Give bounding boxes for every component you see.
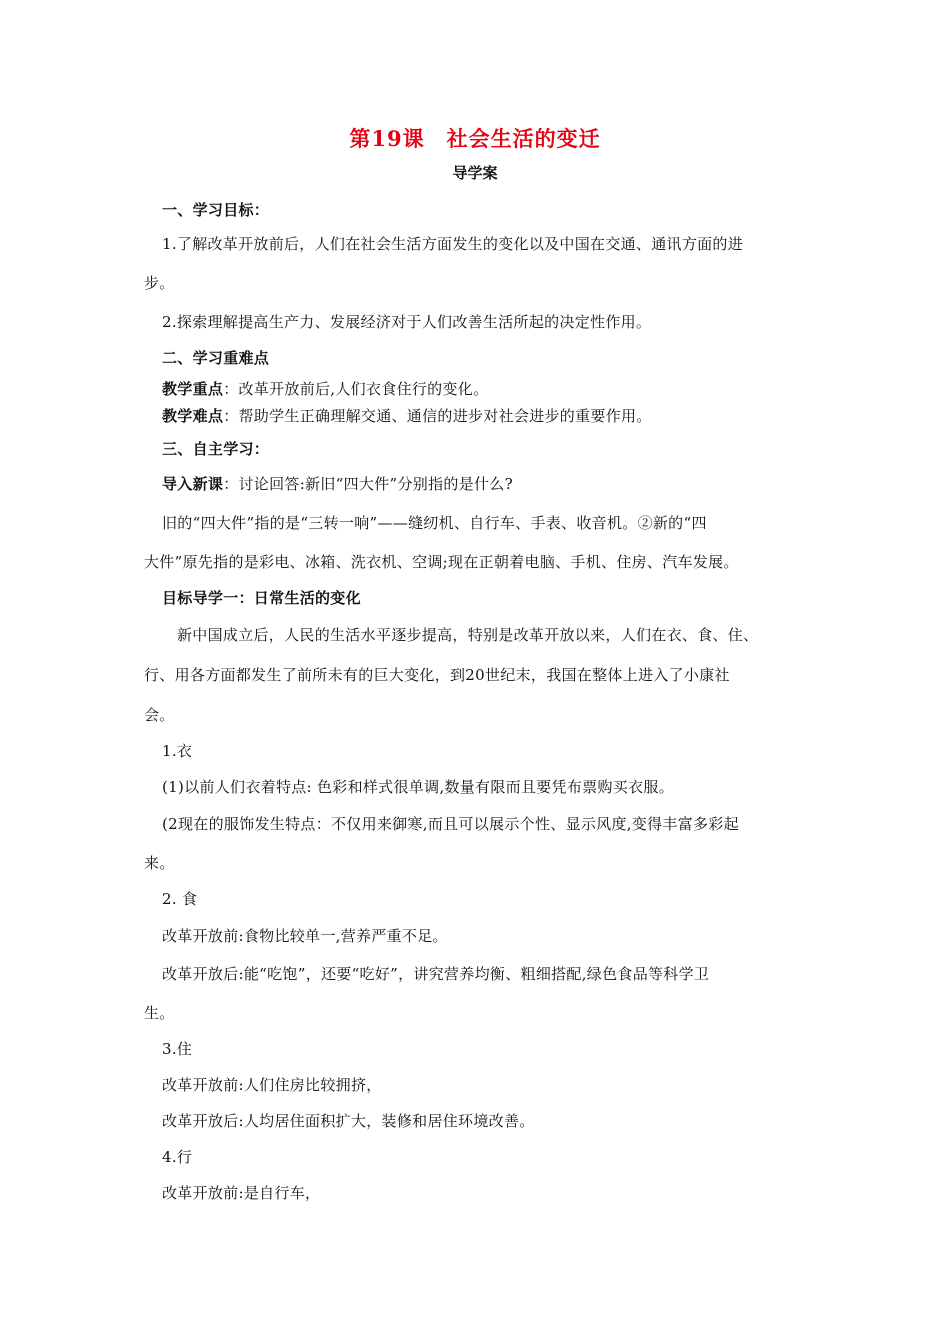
paragraph-intro-question [162, 473, 513, 494]
item-heading-food: 2. 食 [162, 890, 198, 908]
paragraph-daily-life: 新中国成立后，人民的生活水平逐步提高，特别是改革开放以来，人们在衣、食、住、 [177, 626, 759, 644]
goal-heading-daily-life: 目标导学一：日常生活的变化 [162, 589, 361, 607]
section-heading-objectives: 一、学习目标： [162, 201, 270, 219]
label-intro: 导入新课 [162, 475, 224, 493]
paragraph-clothing-now: (2现在的服饰发生特点：不仅用来御寒,而且可以展示个性、显示风度,变得丰富多彩起 [162, 815, 739, 833]
paragraph-food-after: 改革开放后:能“吃饱”，还要“吃好”，讲究营养均衡、粗细搭配,绿色食品等科学卫 [162, 965, 710, 983]
paragraph-objective-2: 2.探索理解提高生产力、发展经济对于人们改善生活所起的决定性作用。 [162, 313, 652, 331]
page-title: 第19课 社会生活的变迁 [349, 126, 601, 151]
section-heading-self-study: 三、自主学习： [162, 440, 270, 458]
paragraph-objective-1: 1.了解改革开放前后，人们在社会生活方面发生的变化以及中国在交通、通讯方面的进 [162, 235, 744, 253]
paragraph-daily-life-cont-2: 会。 [144, 706, 175, 724]
paragraph-food-after-cont: 生。 [144, 1004, 175, 1022]
paragraph-housing-after: 改革开放后:人均居住面积扩大，装修和居住环境改善。 [162, 1112, 535, 1130]
text-difficulty: ：帮助学生正确理解交通、通信的进步对社会进步的重要作用。 [223, 407, 652, 425]
paragraph-housing-before: 改革开放前:人们住房比较拥挤， [162, 1076, 382, 1094]
paragraph-food-before: 改革开放前:食物比较单一,营养严重不足。 [162, 927, 448, 945]
paragraph-intro-answer: 旧的“四大件”指的是“三转一响”——缝纫机、自行车、手表、收音机。②新的“四 [162, 514, 707, 532]
text-intro: ：讨论回答:新旧“四大件”分别指的是什么? [223, 475, 513, 493]
paragraph-clothing-now-cont: 来。 [144, 854, 175, 872]
label-difficulty: 教学难点 [162, 407, 224, 425]
paragraph-objective-1-cont: 步。 [144, 274, 175, 292]
page-subtitle: 导学案 [452, 164, 498, 182]
section-heading-key-points: 二、学习重难点 [162, 349, 270, 367]
paragraph-intro-answer-cont: 大件”原先指的是彩电、冰箱、洗衣机、空调;现在正朝着电脑、手机、住房、汽车发展。 [144, 553, 739, 571]
item-heading-housing: 3.住 [162, 1040, 193, 1058]
paragraph-difficulty [162, 405, 652, 426]
text-key-point: ：改革开放前后,人们衣食住行的变化。 [223, 380, 489, 398]
item-heading-clothing: 1.衣 [162, 742, 193, 760]
paragraph-travel-before: 改革开放前:是自行车， [162, 1184, 321, 1202]
paragraph-clothing-before: (1)以前人们衣着特点: 色彩和样式很单调,数量有限而且要凭布票购买衣服。 [162, 778, 674, 796]
paragraph-daily-life-cont-1: 行、用各方面都发生了前所未有的巨大变化，到20世纪末，我国在整体上进入了小康社 [144, 666, 730, 684]
label-key-point: 教学重点 [162, 380, 224, 398]
paragraph-key-point [162, 378, 488, 399]
item-heading-travel: 4.行 [162, 1148, 193, 1166]
